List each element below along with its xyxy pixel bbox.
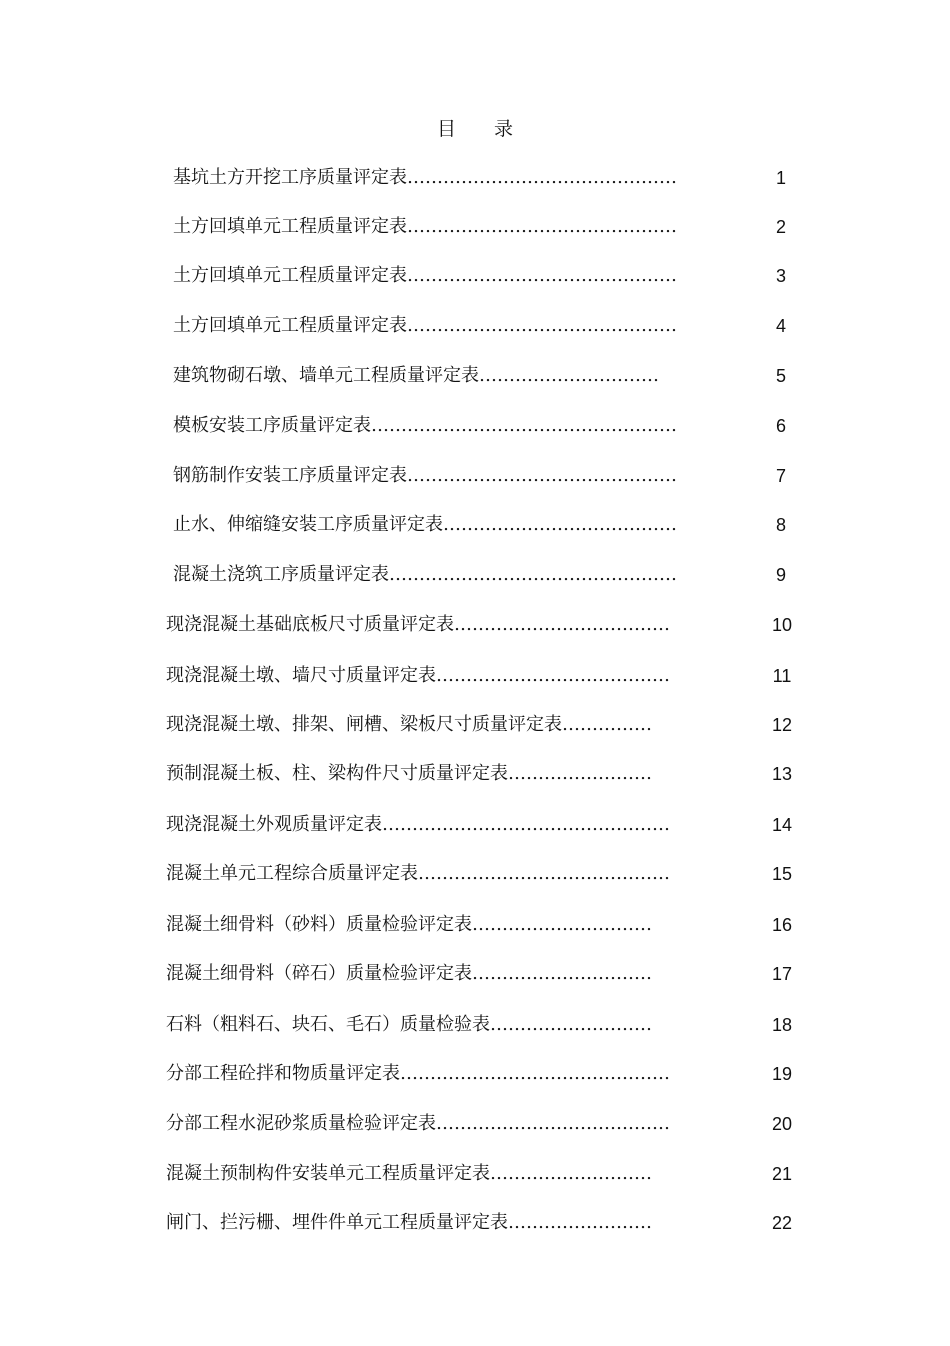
toc-entry-text: 土方回填单元工程质量评定表………………………………………: [173, 216, 677, 237]
toc-title-right: 录: [494, 118, 514, 140]
toc-entry-text: 混凝土细骨料（碎石）质量检验评定表…………………………: [166, 963, 652, 984]
toc-entry-text: 现浇混凝土外观质量评定表…………………………………………: [166, 814, 670, 835]
toc-page-number: 2: [775, 217, 786, 237]
toc-page-number: 5: [775, 366, 786, 386]
toc-entry-text: 混凝土预制构件安装单元工程质量评定表………………………: [166, 1163, 652, 1184]
toc-entry-text: 混凝土细骨料（砂料）质量检验评定表…………………………: [166, 914, 652, 935]
toc-entry-text: 混凝土浇筑工序质量评定表…………………………………………: [173, 564, 677, 585]
toc-page-number: 16: [771, 915, 793, 935]
toc-page-number: 6: [775, 416, 786, 436]
toc-entry-text: 现浇混凝土墩、排架、闸槽、梁板尺寸质量评定表……………: [166, 714, 652, 735]
toc-entry-text: 分部工程砼拌和物质量评定表………………………………………: [166, 1063, 670, 1084]
toc-entry-text: 石料（粗料石、块石、毛石）质量检验表………………………: [166, 1014, 652, 1035]
toc-page-number: 17: [771, 964, 793, 984]
toc-entry-text: 止水、伸缩缝安装工序质量评定表…………………………………: [173, 514, 677, 535]
toc-entry-text: 混凝土单元工程综合质量评定表……………………………………: [166, 863, 670, 884]
toc-title-left: 目: [436, 118, 456, 140]
toc-page-number: 14: [771, 815, 793, 835]
toc-page-number: 9: [775, 565, 786, 585]
toc-entry-text: 土方回填单元工程质量评定表………………………………………: [173, 265, 677, 286]
toc-page-number: 20: [771, 1114, 793, 1134]
toc-entry-text: 现浇混凝土墩、墙尺寸质量评定表…………………………………: [166, 665, 670, 686]
toc-page-number: 8: [775, 515, 786, 535]
toc-page-number: 15: [771, 864, 793, 884]
toc-page-number: 13: [771, 764, 793, 784]
toc-page-number: 12: [771, 715, 793, 735]
toc-entry-text: 现浇混凝土基础底板尺寸质量评定表………………………………: [166, 614, 670, 635]
toc-page-number: 7: [775, 466, 786, 486]
toc-entry-text: 模板安装工序质量评定表……………………………………………: [173, 415, 677, 436]
toc-page-number: 10: [771, 615, 793, 635]
toc-entry-text: 分部工程水泥砂浆质量检验评定表…………………………………: [166, 1113, 670, 1134]
toc-entry-text: 钢筋制作安装工序质量评定表………………………………………: [173, 465, 677, 486]
toc-entry-text: 建筑物砌石墩、墙单元工程质量评定表…………………………: [173, 365, 659, 386]
toc-page-number: 18: [771, 1015, 793, 1035]
toc-page-number: 11: [772, 666, 792, 686]
toc-page-number: 3: [775, 266, 786, 286]
toc-page-number: 19: [771, 1064, 793, 1084]
toc-entry-text: 基坑土方开挖工序质量评定表………………………………………: [173, 167, 677, 188]
toc-entry-text: 土方回填单元工程质量评定表………………………………………: [173, 315, 677, 336]
toc-page-number: 22: [771, 1213, 793, 1233]
toc-entry-text: 闸门、拦污栅、埋件件单元工程质量评定表……………………: [166, 1212, 652, 1233]
toc-page-number: 21: [771, 1164, 793, 1184]
toc-page-number: 1: [775, 168, 786, 188]
toc-page-number: 4: [775, 316, 786, 336]
toc-entry-text: 预制混凝土板、柱、梁构件尺寸质量评定表……………………: [166, 763, 652, 784]
